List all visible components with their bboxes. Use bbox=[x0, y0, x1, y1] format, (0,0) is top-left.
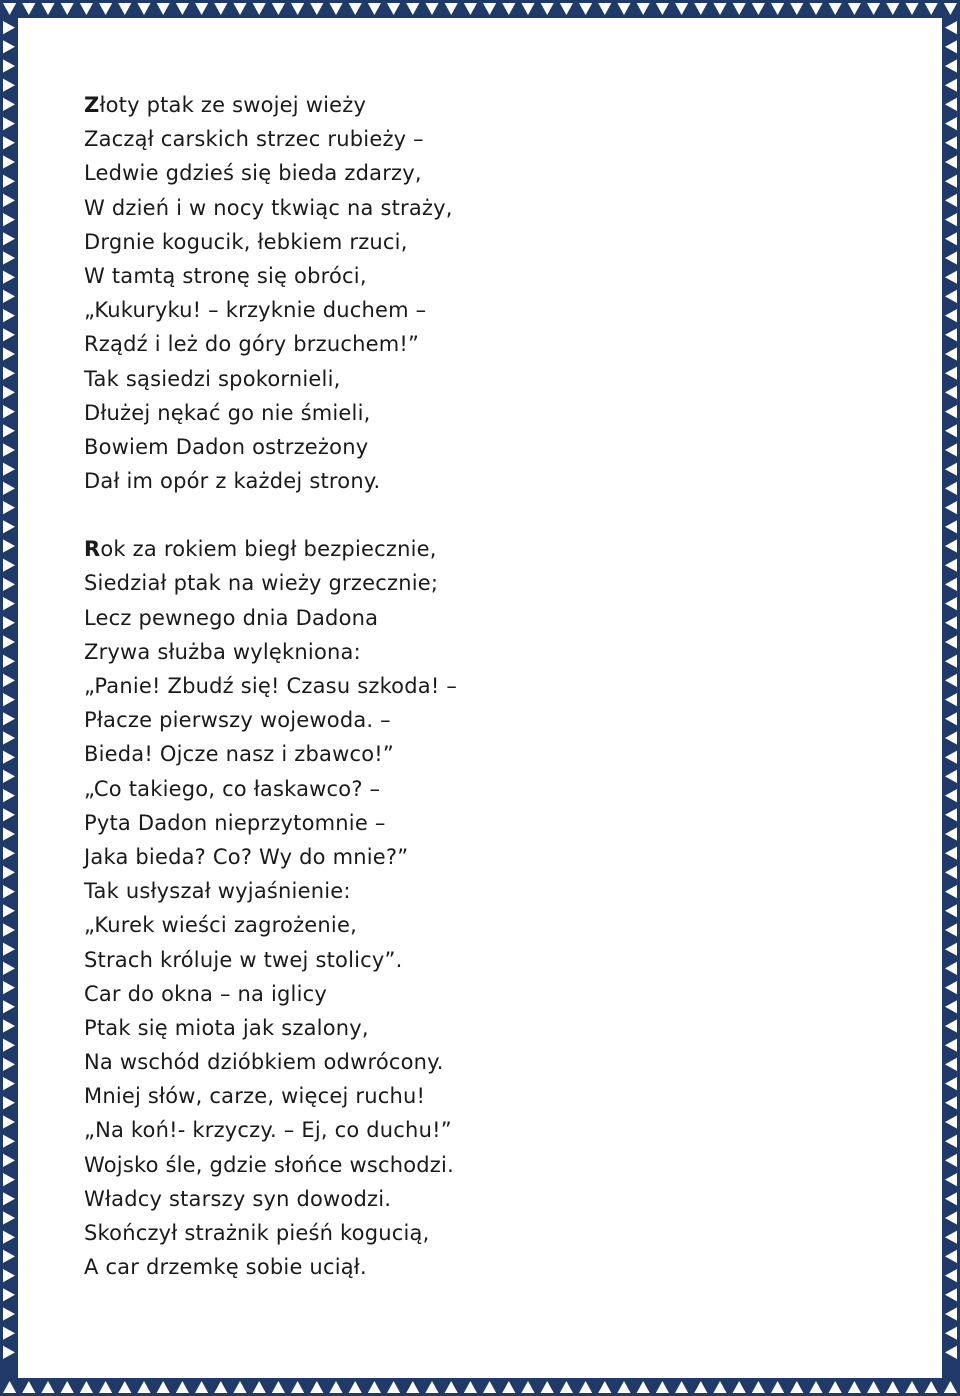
poem-line: Złoty ptak ze swojej wieży bbox=[84, 93, 367, 117]
poem-line: „Kukuryku! – krzyknie duchem – bbox=[84, 298, 427, 323]
poem-line: Tak usłyszał wyjaśnienie: bbox=[84, 879, 351, 904]
poem-line: „Kurek wieści zagrożenie, bbox=[84, 913, 357, 938]
poem-line: Bieda! Ojcze nasz i zbawco!” bbox=[84, 742, 394, 767]
poem-line: Rządź i leż do góry brzuchem!” bbox=[84, 332, 420, 357]
poem-line: Zrywa służba wylękniona: bbox=[84, 639, 361, 664]
poem-line: Lecz pewnego dnia Dadona bbox=[84, 605, 379, 630]
poem-line: Ptak się miota jak szalony, bbox=[84, 1015, 369, 1040]
poem-line: Pyta Dadon nieprzytomnie – bbox=[84, 810, 386, 835]
poem-line: Mniej słów, carze, więcej ruchu! bbox=[84, 1084, 426, 1109]
poem-line: Siedział ptak na wieży grzecznie; bbox=[84, 571, 439, 596]
poem-line: Strach króluje w twej stolicy”. bbox=[84, 947, 403, 972]
poem-line: Tak sąsiedzi spokornieli, bbox=[84, 366, 341, 391]
poem-line: Bowiem Dadon ostrzeżony bbox=[84, 434, 369, 459]
stanza-1 bbox=[84, 88, 884, 498]
poem-line: Wojsko śle, gdzie słońce wschodzi. bbox=[84, 1152, 454, 1177]
poem-line: Zaczął carskich strzec rubieży – bbox=[84, 127, 424, 152]
poem-line: Ledwie gdzieś się bieda zdarzy, bbox=[84, 161, 422, 186]
poem-line: Car do okna – na iglicy bbox=[84, 981, 327, 1006]
poem-line: Rok za rokiem biegł bezpiecznie, bbox=[84, 537, 437, 562]
poem-line: A car drzemkę sobie uciął. bbox=[84, 1255, 367, 1280]
poem-line: Władcy starszy syn dowodzi. bbox=[84, 1186, 392, 1211]
poem-line: „Na koń!- krzyczy. – Ej, co duchu!” bbox=[84, 1118, 452, 1143]
poem-line: Jaka bieda? Co? Wy do mnie?” bbox=[84, 844, 409, 869]
poem-line: Na wschód dzióbkiem odwrócony. bbox=[84, 1050, 444, 1075]
poem-line: W dzień i w nocy tkwiąc na straży, bbox=[84, 195, 453, 220]
poem-line: Skończył strażnik pieśń kogucią, bbox=[84, 1221, 430, 1245]
initial-letter: R bbox=[84, 537, 101, 562]
poem-line: „Panie! Zbudź się! Czasu szkoda! – bbox=[84, 674, 458, 698]
poem-line: W tamtą stronę się obróci, bbox=[84, 263, 367, 288]
poem-line: Dłużej nękać go nie śmieli, bbox=[84, 400, 371, 425]
poem bbox=[84, 88, 884, 1284]
poem-line: „Co takiego, co łaskawco? – bbox=[84, 776, 381, 801]
poem-line: Dał im opór z każdej strony. bbox=[84, 469, 381, 494]
initial-letter: Z bbox=[84, 93, 100, 117]
stanza-2 bbox=[84, 532, 884, 1284]
poem-line: Drgnie kogucik, łebkiem rzuci, bbox=[84, 229, 408, 254]
poem-line: Płacze pierwszy wojewoda. – bbox=[84, 708, 391, 733]
